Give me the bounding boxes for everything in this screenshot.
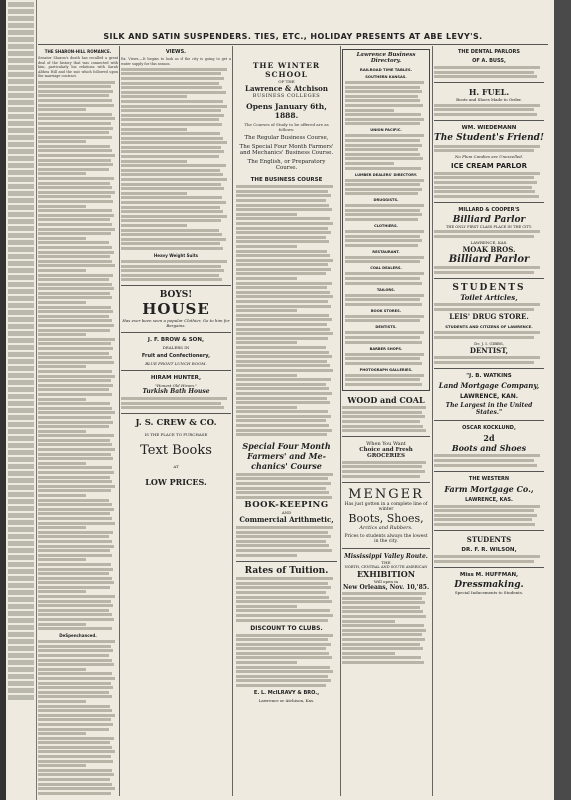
wood-coal-title: WOOD and COAL <box>347 394 425 405</box>
students-2: STUDENTS <box>466 535 512 544</box>
lawrence-kas: LAWRENCE, KAS. <box>470 239 508 245</box>
footer-location: Lawrence or Atchison, Kas. <box>258 698 315 704</box>
article-body-2 <box>38 640 118 796</box>
dentists-heading: DENTISTS. <box>375 325 397 330</box>
column-2 <box>121 46 231 796</box>
lawrence-kans: LAWRENCE, KAS. <box>465 496 513 503</box>
north-line: NORTH, CENTRAL AND SOUTH AMERICAN <box>344 564 428 569</box>
second-label: 2d <box>483 432 495 443</box>
farmers-title: Farmers' and Me- <box>247 451 326 462</box>
divider <box>342 548 430 549</box>
divider <box>121 413 231 414</box>
bookkeeping-body <box>236 526 337 557</box>
restaurant-heading: RESTAURANT. <box>372 249 400 254</box>
column-rule <box>340 46 341 796</box>
western-label: THE WESTERN <box>468 475 510 482</box>
icecream-body <box>434 172 544 198</box>
oscar-name: OSCAR KOCKLUND, <box>462 424 516 431</box>
farm-mortgage: Farm Mortgage Co., <box>444 483 534 494</box>
directory-title: Lawrence Business Directory. <box>356 52 416 64</box>
fuel-title: H. FUEL. <box>468 87 510 98</box>
will-open: Will open in <box>373 578 399 584</box>
course-3: The English, or Preparatory Course. <box>247 159 326 172</box>
dentist-name: Dr. J. I. GIBBS, <box>474 340 504 346</box>
commercial-title: Commercial Arithmetic, <box>239 515 334 525</box>
druggists-list <box>345 204 427 221</box>
dentists-list <box>345 331 427 343</box>
exhibition-title: EXHIBITION <box>356 568 416 579</box>
groceries-line: Choice and Fresh GROCERIES <box>359 447 413 460</box>
bookstores-heading: BOOK STORES. <box>370 308 402 313</box>
barber-heading: BARBER SHOPS. <box>369 346 403 351</box>
page-banner: SILK AND SATIN SUSPENDERS. TIES, ETC., HOLIDAY PRESENTS AT ABE LEVY'S. <box>38 30 548 45</box>
divider <box>342 436 430 437</box>
divider <box>434 471 544 472</box>
hiram-ad-name: HIRAM HUNTER, <box>150 375 202 382</box>
boys-ad-title: BOYS! <box>159 290 193 301</box>
discount-body <box>236 634 337 688</box>
wilson-body <box>434 555 544 563</box>
wood-coal-body <box>342 406 430 432</box>
coal-heading: COAL DEALERS. <box>370 266 402 271</box>
fuel-sub: Boots and Shoes Made to Order. <box>456 97 522 103</box>
background-edge <box>554 0 571 800</box>
views-heading: VIEWS. <box>165 49 187 55</box>
dentist-body <box>434 356 544 364</box>
toilet-body <box>434 303 544 311</box>
want-line: When You Want <box>366 441 406 448</box>
crew-ad-sub: IS THE PLACE TO PURCHASE <box>144 432 208 438</box>
divider <box>121 370 231 371</box>
opens-date: Opens January 6th, 1888. <box>246 102 327 120</box>
article-body <box>38 81 118 631</box>
drwilson-name: DR. F. R. WILSON, <box>461 547 517 553</box>
dental-body <box>434 66 544 78</box>
divider <box>434 202 544 203</box>
arctics-line: Arctics and Rubbers. <box>359 524 413 531</box>
tailors-heading: TAILORS. <box>376 287 396 292</box>
text-books-title: Text Books <box>140 443 212 459</box>
millard-body <box>434 230 544 238</box>
clothiers-list <box>345 230 427 247</box>
and-label: AND <box>281 510 292 516</box>
divider <box>236 561 337 562</box>
turkish-bath-body <box>121 397 231 409</box>
footer-name: E. L. McILRAVY & BRO., <box>253 690 320 697</box>
moak-body <box>434 266 544 274</box>
millard-name: MILLARD & COOPER'S <box>458 206 520 213</box>
column-rule <box>432 46 433 796</box>
lawrence-kan: LAWRENCE, KAN. <box>459 392 519 400</box>
rates-body <box>236 577 337 621</box>
brow-ad-line: DEALERS IN <box>162 345 190 351</box>
huffman-name: Miss M. HUFFMAN, <box>459 571 519 578</box>
special-body <box>236 473 337 499</box>
citizens-body <box>434 331 544 339</box>
winter-title: THE WINTER SCHOOL <box>252 61 321 79</box>
icecream-title: ICE CREAM PARLOR <box>451 161 527 170</box>
union-table <box>345 134 427 169</box>
bookkeeping-title: BOOK-KEEPING <box>244 500 329 511</box>
buss-name: OF A. BUSS, <box>472 58 506 64</box>
business-course-body <box>236 185 337 436</box>
menger-sub: Has just gotten in a complete line of winter <box>344 501 428 512</box>
tailors-list <box>345 294 427 306</box>
southern-heading: SOUTHERN KANSAS. <box>365 75 407 79</box>
only-first: THE ONLY FIRST CLASS PLACE IN THE CITY. <box>446 224 532 229</box>
largest-line: The Largest in the United States." <box>445 401 533 416</box>
rail-heading: RAILROAD TIME TABLES. <box>359 67 413 72</box>
divider <box>434 530 544 531</box>
divider <box>434 278 544 279</box>
business-directory <box>342 49 430 391</box>
column-rule <box>119 46 120 796</box>
suits-heading: Heavy Weight Suits <box>153 252 199 258</box>
students-friend: The Student's Friend! <box>434 132 544 143</box>
photo-list <box>345 374 427 386</box>
column-5 <box>434 46 544 796</box>
divider <box>434 82 544 83</box>
business-colleges: BUSINESS COLLEGES <box>252 93 321 99</box>
billiard-title-2: Billiard Parlor <box>448 253 530 265</box>
bookstores-list <box>345 315 427 323</box>
wiedemann-name: WM. WIEDEMANN <box>461 124 517 131</box>
students-word: STUDENTS <box>452 282 526 293</box>
exhibition-body <box>342 592 430 664</box>
course-2: The Special Four Month Farmers' and Mechanics' Business Course. <box>239 144 334 157</box>
barber-list <box>345 353 427 365</box>
prices-line: Prices to students always the lowest in the city. <box>344 533 428 544</box>
brow-ad-goods: Fruit and Confectionery, <box>141 353 211 360</box>
boots-shoes: Boots and Shoes <box>451 442 527 453</box>
house-ad-title: HOUSE <box>142 300 210 319</box>
column-1 <box>38 46 118 796</box>
special-inducements: Special Inducements to Students. <box>454 589 524 595</box>
divider <box>434 120 544 121</box>
groceries-body <box>342 461 430 478</box>
friend-body <box>434 145 544 153</box>
divider <box>434 420 544 421</box>
leis-drug: LEIS' DRUG STORE. <box>449 312 529 322</box>
watkins-name: "J. B. WATKINS <box>466 372 512 379</box>
suits-body <box>121 260 231 281</box>
dentist-title: DENTIST, <box>469 345 509 355</box>
divider <box>434 368 544 369</box>
winter-school-ad <box>234 49 339 705</box>
new-orleans: New Orleans, Nov. 10,'85. <box>342 583 430 591</box>
druggists-heading: DRUGGISTS. <box>373 198 399 203</box>
moak-name: MOAK BROS. <box>462 244 516 254</box>
restaurant-list <box>345 256 427 264</box>
discount-title: DISCOUNT TO CLUBS. <box>250 624 323 632</box>
brow-ad-name: J. F. BROW & SON, <box>147 337 205 344</box>
views-body <box>121 68 231 250</box>
hiram-ad-sub: "Honest Old Hiram." <box>155 383 197 389</box>
divider <box>342 482 430 483</box>
turkish-bath-title: Turkish Bath House <box>142 388 210 396</box>
business-course-title: THE BUSINESS COURSE <box>250 177 323 184</box>
stud-citizens: STUDENTS AND CITIZENS OF LAWRENCE. <box>445 324 533 330</box>
valley-route: Mississippi Valley Route. <box>344 552 428 560</box>
southern-table <box>345 81 427 125</box>
newspaper-page <box>6 0 554 800</box>
adjacent-page-edge <box>6 0 37 800</box>
of-the-label: OF THE <box>278 79 295 84</box>
rates-title: Rates of Tuition. <box>244 565 329 576</box>
oscar-body <box>434 454 544 466</box>
column-3 <box>234 46 339 796</box>
article-heading: THE SHARON-HILL ROMANCE. <box>44 49 112 54</box>
brow-ad-extra: BLUE FRONT LUNCH ROOM. <box>145 361 207 367</box>
divider <box>434 567 544 568</box>
views-text: Ex. Views.—It begins to look as if the city is going to get a water supply for this season. <box>121 57 231 66</box>
photo-heading: PHOTOGRAPH GALLERIES. <box>359 367 413 372</box>
divider <box>121 332 231 333</box>
no-plum: No Plum Candies are Unexcelled. <box>454 153 524 159</box>
divider <box>121 285 231 286</box>
at-label: AT <box>173 464 179 470</box>
dressmaking-title: Dressmaking. <box>454 579 524 590</box>
clothiers-heading: CLOTHIERS. <box>374 224 398 229</box>
the-label: THE <box>381 559 391 565</box>
column-rule <box>232 46 233 796</box>
house-ad-sub: Has ever been seen a popular Clothier, Go to him for Bargains. <box>122 318 230 329</box>
lumber-list <box>345 179 427 196</box>
low-prices-title: LOW PRICES. <box>145 477 207 488</box>
coal-list <box>345 272 427 284</box>
union-heading: UNION PACIFIC. <box>370 128 402 133</box>
special-title: Special Four Month <box>242 441 331 452</box>
fuel-body <box>434 104 544 116</box>
course-1: The Regular Business Course, <box>244 135 329 142</box>
menger-title: MENGER <box>348 486 424 502</box>
college-name: Lawrence & Atchison <box>245 84 328 93</box>
chanics-title: chanics' Course <box>251 461 322 472</box>
billiard-title: Billiard Parlor <box>452 214 526 225</box>
toilet-articles: Toilet Articles, <box>460 292 518 302</box>
column-4 <box>342 46 430 796</box>
article-heading-2: DeSpenchanced. <box>59 633 97 639</box>
article-opening: Senator Sharon's death has recalled a great deal of the history that was connected with him, particularly his relations with Sarah Althea Hill and the suit which followed upon the marriage contract. <box>38 56 118 79</box>
lumber-heading: LUMBER DEALERS' DIRECTORY. <box>354 172 418 177</box>
crew-ad-name: J. S. CREW & CO. <box>135 418 217 429</box>
western-body <box>434 505 544 526</box>
courses-intro: The Courses of Study to be offered are as follows: <box>244 122 329 132</box>
dental-title: THE DENTAL PARLORS <box>458 49 520 55</box>
land-mortgage: Land Mortgage Company, <box>438 380 540 390</box>
boots-title: Boots, Shoes, <box>348 511 424 525</box>
